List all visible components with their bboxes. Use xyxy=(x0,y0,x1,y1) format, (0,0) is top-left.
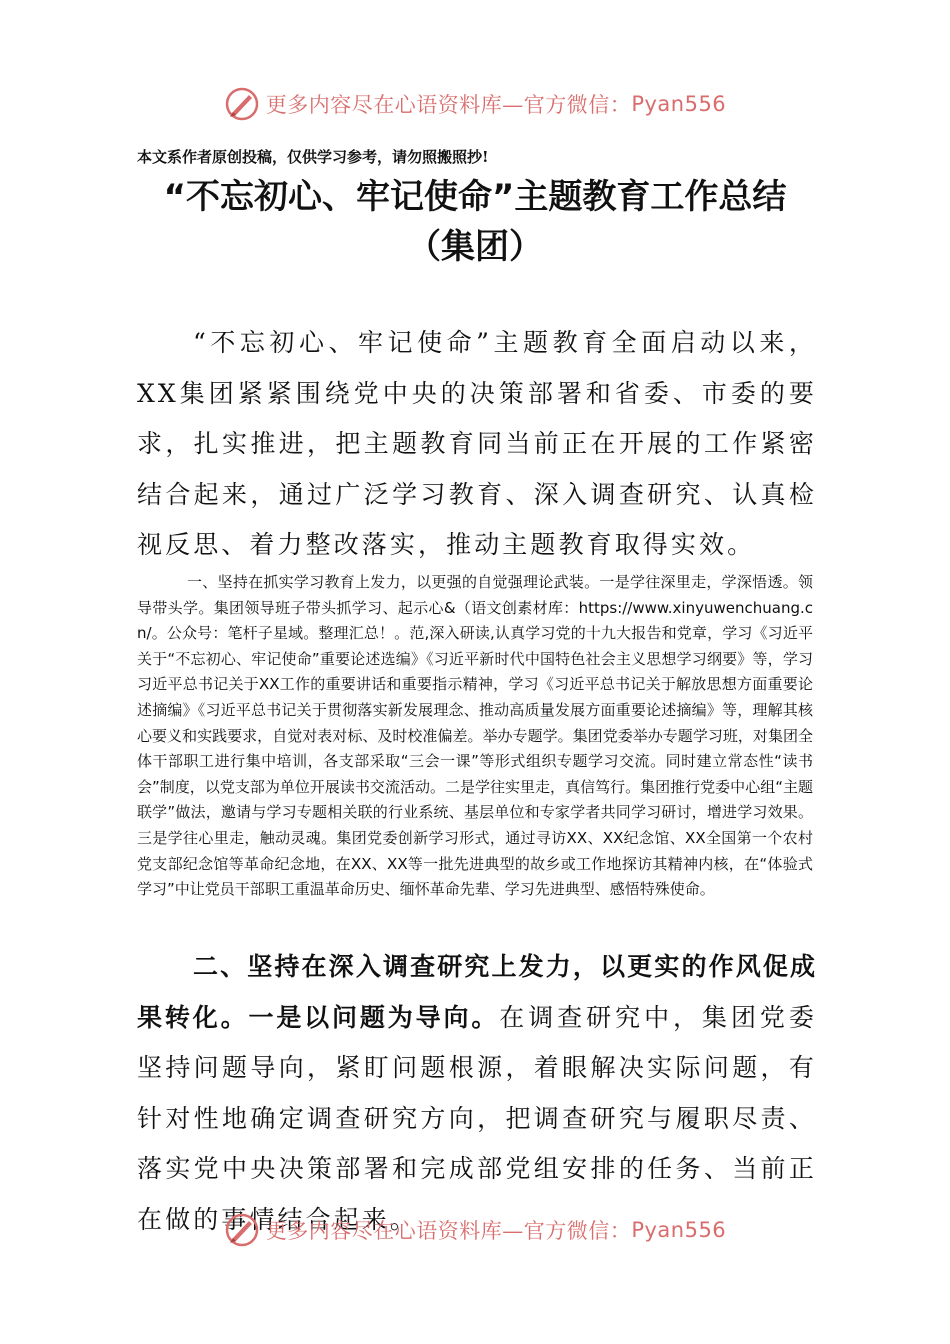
watermark-text: 更多内容尽在心语资料库—官方微信： xyxy=(265,93,632,117)
title-line-2: （集团） xyxy=(407,227,543,267)
watermark-wechat-id: Pyan556 xyxy=(631,92,727,116)
section-2-heading: 二、坚持在深入调查研究上发力，以更实的作风促成果转化。一是以问题为导向。 xyxy=(137,952,817,1032)
footer-watermark-banner xyxy=(0,1210,950,1250)
watermark-wechat-id: Pyan556 xyxy=(631,1218,727,1242)
section-1-paragraph: 一、坚持在抓实学习教育上发力，以更强的自觉强理论武装。一是学往深里走，学深悟透。领导带头学。集团领导班子带头抓学习、起示心&（语文创素材库：https://www.xinyuwenchuang.cn/。公众号：笔杆子星域。整理汇总！。范,深入研读,认真学习党的十九大报告和党章，学习《习近平关于“不忘初心、牢记使命”重要论述选编》《习近平新时代中国特色社会主义思想学习纲要》等，学习习近平总书记关于XX工作的重要讲话和重要指示精神，学习《习近平总书记关于解放思想方面重要论述摘编》《习近平总书记关于贯彻落实新发展理念、推动高质量发展方面重要论述摘编》等，理解其核心要义和实践要求，自觉对表对标、及时校准偏差。举办专题学。集团党委举办专题学习班，对集团全体干部职工进行集中培训，各支部采取“三会一课”等形式组织专题学习交流。同时建立常态性“读书会”制度，以党支部为单位开展读书交流活动。二是学往实里走，真信笃行。集团推行党委中心组“主题联学”做法，邀请与学习专题相关联的行业系统、基层单位和专家学者共同学习研讨，增进学习效果。三是学往心里走，触动灵魂。集团党委创新学习形式，通过寻访XX、XX纪念馆、XX全国第一个农村党支部纪念馆等革命纪念地，在XX、XX等一批先进典型的故乡或工作地探访其精神内核，在“体验式学习”中让党员干部职工重温革命历史、缅怀革命先辈、学习先进典型、感悟特殊使命。 xyxy=(137,573,813,899)
watermark-text: 更多内容尽在心语资料库—官方微信： xyxy=(265,1219,632,1243)
intro-paragraph: “不忘初心、牢记使命”主题教育全面启动以来，XX集团紧紧围绕党中央的决策部署和省委、市委的要求，扎实推进，把主题教育同当前正在开展的工作紧密结合起来，通过广泛学习教育、深入调查研究、认真检视反思、着力整改落实，推动主题教育取得实效。 xyxy=(137,328,817,559)
title-line-1: “不忘初心、牢记使命”主题教育工作总结 xyxy=(163,177,787,217)
header-watermark-banner xyxy=(0,84,950,124)
copyright-notice: 本文系作者原创投稿，仅供学习参考，请勿照搬照抄! xyxy=(137,148,489,166)
section-2-text: 在调查研究中，集团党委坚持问题导向，紧盯问题根源，着眼解决实际问题，有针对性地确定调查研究方向，把调查研究与履职尽责、落实党中央决策部署和完成部党组安排的任务、当前正在做的事情结合起来。 xyxy=(137,1002,817,1234)
pen-logo-icon xyxy=(224,86,260,122)
pen-logo-icon xyxy=(224,1212,260,1248)
section-2-paragraph xyxy=(137,942,817,1245)
document-title xyxy=(0,172,950,272)
